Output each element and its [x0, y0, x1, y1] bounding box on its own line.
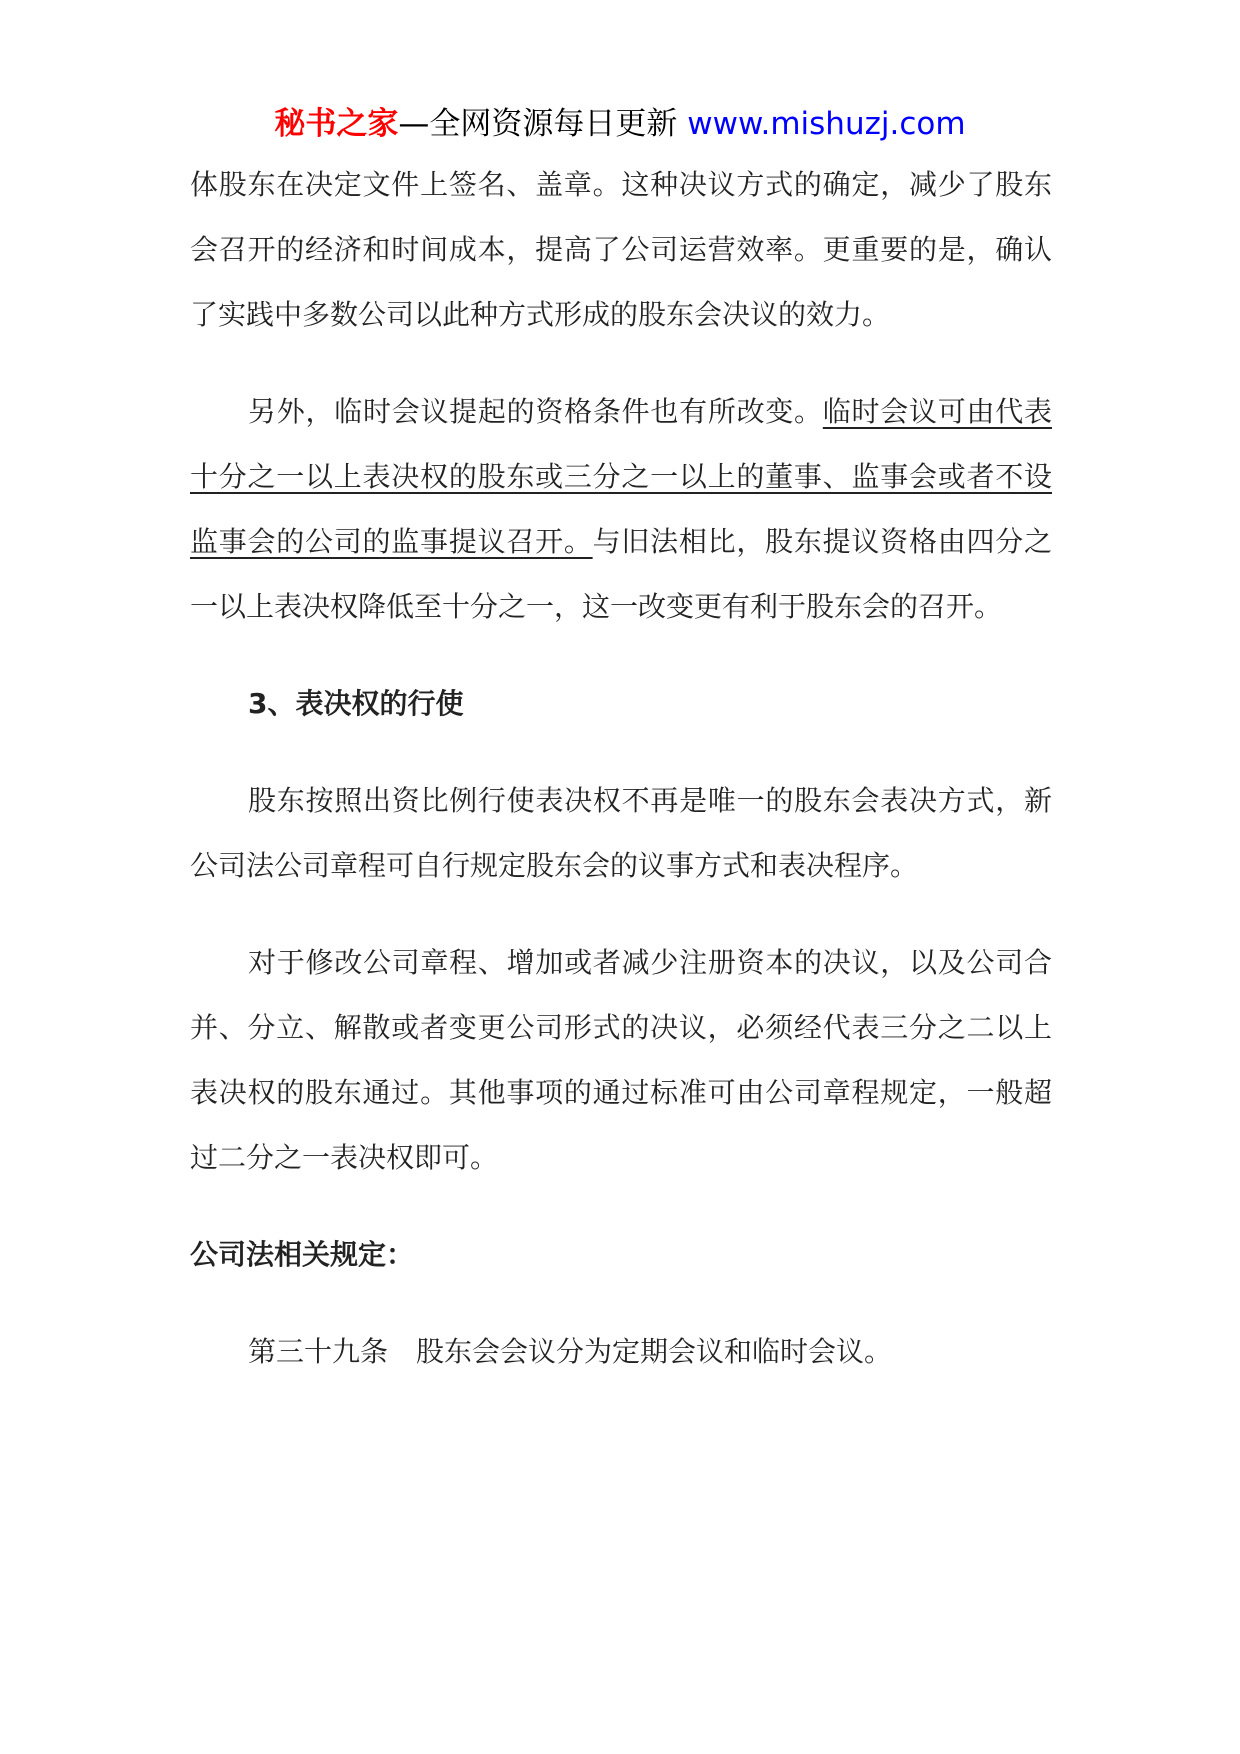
paragraph-gap	[190, 898, 1052, 930]
paragraph-gap	[190, 736, 1052, 768]
paragraph-2	[190, 379, 1052, 639]
header-site-link[interactable]: www.mishuzj.com	[677, 106, 966, 142]
header-brand: 秘书之家	[274, 106, 399, 142]
section-heading-law-provisions: 公司法相关规定：	[190, 1238, 415, 1271]
paragraph-2-lead: 另外，临时会议提起的资格条件也有所改变。	[248, 395, 823, 428]
paragraph-3: 股东按照出资比例行使表决权不再是唯一的股东会表决方式，新公司法公司章程可自行规定股东会的议事方式和表决程序。	[190, 784, 1052, 882]
paragraph-gap	[190, 1190, 1052, 1222]
paragraph-2-tail: 与旧法相比，股东提议资格由四分之一以上表决权降低至十分之一，这一改变更有利于股东会的召开。	[190, 525, 1052, 623]
paragraph-gap	[190, 347, 1052, 379]
section-heading-voting-rights: 3、表决权的行使	[248, 687, 464, 720]
paragraph-1: 体股东在决定文件上签名、盖章。这种决议方式的确定，减少了股东会召开的经济和时间成本，提高了公司运营效率。更重要的是，确认了实践中多数公司以此种方式形成的股东会决议的效力。	[190, 168, 1052, 331]
header-slogan: —全网资源每日更新	[398, 106, 678, 142]
paragraph-4: 对于修改公司章程、增加或者减少注册资本的决议，以及公司合并、分立、解散或者变更公司形式的决议，必须经代表三分之二以上表决权的股东通过。其他事项的通过标准可由公司章程规定，一般超过二分之一表决权即可。	[190, 946, 1052, 1174]
paragraph-5: 第三十九条 股东会会议分为定期会议和临时会议。	[248, 1335, 893, 1368]
document-body	[190, 152, 1052, 1384]
paragraph-gap	[190, 1287, 1052, 1319]
paragraph-2-underlined: 临时会议可由代表十分之一以上表决权的股东或三分之一以上的董事、监事会或者不设监事会的公司的监事提议召开。	[190, 395, 1052, 558]
page-header	[0, 100, 1240, 148]
paragraph-gap	[190, 639, 1052, 671]
